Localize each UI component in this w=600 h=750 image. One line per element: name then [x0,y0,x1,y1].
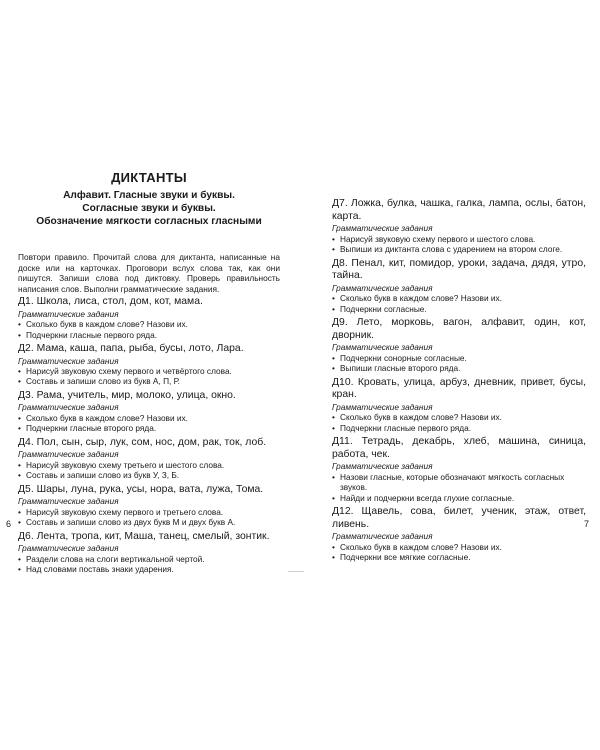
dictation-item [332,198,586,255]
dictations-left [18,296,280,577]
task-item: • Нарисуй звуковую схему первого и третьего слова. [18,507,280,517]
task-header: Грамматические задания [18,543,119,554]
dictation-text: Д11. Тетрадь, декабрь, хлеб, машина, синица, работа, чек. [332,436,586,460]
dictation-text: Д5. Шары, луна, рука, усы, нора, вата, лужа, Тома. [18,483,264,495]
page-number-right: 7 [584,519,590,529]
task-item: • Сколько букв в каждом слове? Назови их. [332,293,586,303]
task-item: • Раздели слова на слоги вертикальной чертой. [18,554,280,564]
task-header: Грамматические задания [332,282,433,293]
task-item: • Выпиши из диктанта слова с ударением на втором слоге. [332,244,586,254]
dictation-item [18,437,280,481]
task-item: • Составь и запиши слово из букв А, П, Р. [18,376,280,386]
task-header: Грамматические задания [332,223,433,234]
task-header: Грамматические задания [332,461,433,472]
intro-paragraph: Повтори правило. Прочитай слова для диктанта, написанные на доске или на карточках. Проговори вслух слова так, как они пишутся. Запиши слова под диктовку. Проверь правильность написания слов. Выполни грамматические задания. [18,252,280,294]
dictation-item [332,258,586,315]
dictation-item [18,343,280,387]
dictation-text: Д4. Пол, сын, сыр, лук, сом, нос, дом, рак, ток, лоб. [18,436,267,448]
page-title: ДИКТАНТЫ [111,170,187,185]
dictation-item [18,296,280,340]
task-item: • Подчеркни все мягкие согласные. [332,552,586,562]
task-item: • Подчеркни гласные первого ряда. [332,423,586,433]
dictation-item [18,484,280,528]
task-header: Грамматические задания [18,355,119,366]
dictation-item [332,436,586,503]
dictation-text: Д6. Лента, тропа, кит, Маша, танец, смелый, зонтик. [18,530,270,542]
task-header: Грамматические задания [18,496,119,507]
section-header [18,170,280,228]
dictation-text: Д10. Кровать, улица, арбуз, дневник, привет, бусы, кран. [332,376,586,401]
dictation-item [18,531,280,575]
gutter-mark [288,571,304,572]
task-item: • Сколько букв в каждом слове? Назови их. [18,413,280,423]
dictations-right [332,198,586,565]
task-header: Грамматические задания [332,531,433,542]
subtitle-line: Согласные звуки и буквы. [82,203,216,214]
subtitle-line: Алфавит. Гласные звуки и буквы. [63,190,235,201]
task-header: Грамматические задания [332,401,433,412]
subtitle-line: Обозначение мягкости согласных гласными [36,216,262,227]
dictation-item [332,317,586,374]
dictation-text: Д1. Школа, лиса, стол, дом, кот, мама. [18,296,203,307]
dictation-item [18,390,280,434]
task-item: • Подчеркни сонорные согласные. [332,353,586,363]
dictation-text: Д8. Пенал, кит, помидор, уроки, задача, дядя, утро, тайна. [332,257,586,282]
task-item: • Сколько букв в каждом слове? Назови их. [18,319,280,329]
dictation-item [332,377,586,434]
dictation-text: Д3. Рама, учитель, мир, молоко, улица, окно. [18,389,236,401]
task-item: • Нарисуй звуковую схему третьего и шестого слова. [18,460,280,470]
task-header: Грамматические задания [18,308,119,319]
task-header: Грамматические задания [18,449,119,460]
task-item: • Составь и запиши слово из букв У, З, Б. [18,470,280,480]
dictation-item [332,506,586,563]
task-item: • Назови гласные, которые обозначают мягкость согласных звуков. [332,472,586,493]
dictation-text: Д2. Мама, каша, папа, рыба, бусы, лото, Лара. [18,342,244,354]
task-item: • Подчеркни гласные второго ряда. [18,423,280,433]
task-item: • Подчеркни согласные. [332,304,586,314]
task-item: • Нарисуй звуковую схему первого и шестого слова. [332,234,586,244]
task-item: • Нарисуй звуковую схему первого и четвёртого слова. [18,366,280,376]
task-header: Грамматические задания [18,402,119,413]
dictation-text: Д9. Лето, морковь, вагон, алфавит, один, кот, дворник. [332,317,586,341]
task-item: • Составь и запиши слово из двух букв М и двух букв А. [18,517,280,527]
task-item: • Выпиши гласные второго ряда. [332,363,586,373]
page-number-left: 6 [6,519,12,529]
task-item: • Найди и подчеркни всегда глухие согласные. [332,493,586,503]
dictation-text: Д7. Ложка, булка, чашка, галка, лампа, ослы, батон, карта. [332,198,586,222]
task-item: • Сколько букв в каждом слове? Назови их. [332,542,586,552]
task-item: • Над словами поставь знаки ударения. [18,564,280,574]
task-header: Грамматические задания [332,342,433,353]
task-item: • Сколько букв в каждом слове? Назови их. [332,412,586,422]
dictation-text: Д12. Щавель, сова, билет, ученик, этаж, ответ, ливень. [332,505,586,530]
task-item: • Подчеркни гласные первого ряда. [18,330,280,340]
